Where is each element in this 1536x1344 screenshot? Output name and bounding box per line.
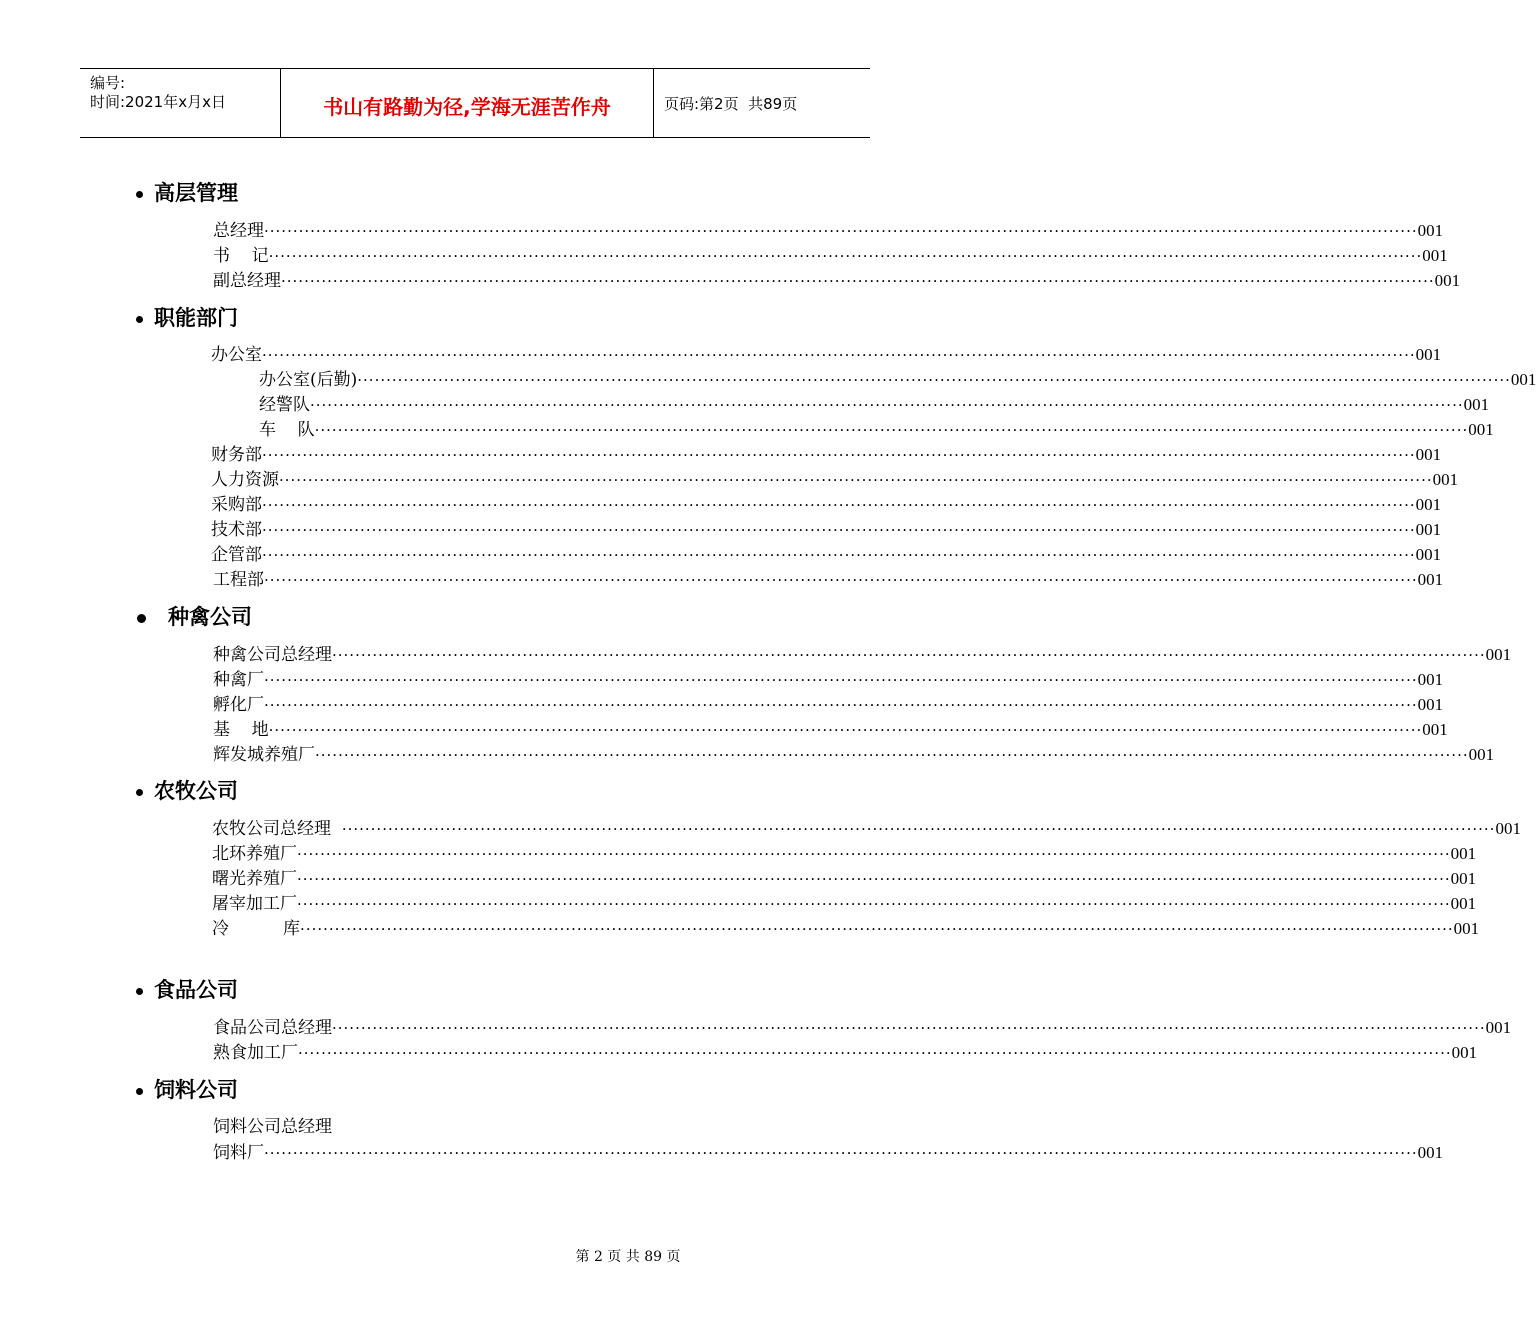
toc-entry <box>211 442 1442 467</box>
date-label: 时间:2021年x月x日 <box>90 93 226 111</box>
section-title: 饲料公司 <box>154 1078 238 1102</box>
leader-dots: ········································································································································································································ <box>341 820 1496 838</box>
toc-entry-page: 001 <box>1495 819 1521 838</box>
toc-entry-label: 财务部 <box>211 445 262 465</box>
toc-entry-label: 书 记 <box>213 246 269 266</box>
header-motto-cell <box>281 69 654 137</box>
leader-dots: ········································································································································································································ <box>264 696 1418 714</box>
toc-entry-label: 办公室(后勤) <box>259 370 358 390</box>
leader-dots: ········································································································································································································ <box>297 870 1451 888</box>
toc-entry-page: 001 <box>1415 495 1442 514</box>
section-title: 食品公司 <box>154 978 238 1002</box>
toc-entry <box>211 467 1459 492</box>
header-meta-cell <box>80 69 281 137</box>
bullet-icon <box>136 988 143 995</box>
leader-dots: ········································································································································································································ <box>262 546 1416 564</box>
toc-entry-page: 001 <box>1434 271 1461 290</box>
toc-entry <box>211 542 1442 567</box>
toc-entry-page: 001 <box>1417 221 1444 240</box>
toc-entry <box>212 916 1480 941</box>
leader-dots: ········································································································································································································ <box>264 222 1418 240</box>
toc-entry <box>212 816 1521 841</box>
toc-entry-page: 001 <box>1450 844 1477 863</box>
leader-dots: ········································································································································································································ <box>264 1144 1418 1162</box>
toc-entry-label: 基 地 <box>213 720 269 740</box>
bullet-icon <box>136 1088 143 1095</box>
toc-entry-label: 企管部 <box>211 545 262 565</box>
leader-dots: ········································································································································································································ <box>310 396 1464 414</box>
toc-entry-label: 人力资源 <box>211 470 279 490</box>
toc-entry-page: 001 <box>1417 670 1444 689</box>
toc-entry-label: 熟食加工厂 <box>213 1043 298 1063</box>
toc-entry-page: 001 <box>1415 345 1442 364</box>
leader-dots: ········································································································································································································ <box>315 746 1469 764</box>
toc-entry <box>212 891 1477 916</box>
toc-entry-page: 001 <box>1485 1018 1512 1037</box>
toc-entry <box>213 692 1444 717</box>
toc-entry <box>213 667 1444 692</box>
toc-entry <box>213 268 1461 293</box>
number-label: 编号: <box>90 74 126 92</box>
toc-entry-page: 001 <box>1432 470 1459 489</box>
toc-entry-label: 冷 库 <box>212 919 301 939</box>
toc-entry-page: 001 <box>1510 370 1536 389</box>
toc-entry <box>213 1115 796 1140</box>
toc-entry-page: 001 <box>1450 894 1477 913</box>
leader-dots: ········································································································································································································ <box>357 371 1511 389</box>
toc-entry-label: 孵化厂 <box>213 695 264 715</box>
section-heading <box>136 305 238 331</box>
toc-entry-page: 001 <box>1422 720 1448 739</box>
toc-entry-label: 技术部 <box>211 520 262 540</box>
toc-entry <box>213 742 1495 767</box>
toc-entry-page: 001 <box>1451 1043 1478 1062</box>
leader-dots: ········································································································································································································ <box>332 646 1486 664</box>
bullet-icon <box>136 191 143 198</box>
section-title: 高层管理 <box>154 181 238 205</box>
toc-entry-page: 001 <box>1468 745 1495 764</box>
toc-entry-label: 副总经理 <box>213 271 281 291</box>
leader-dots: ········································································································································································································ <box>300 920 1454 938</box>
page-label: 页码:第2页 共89页 <box>664 95 798 113</box>
section-title: 农牧公司 <box>154 779 238 803</box>
toc-entry-label: 种禽公司总经理 <box>213 645 332 665</box>
section-heading <box>136 1077 238 1103</box>
section-heading <box>136 977 238 1003</box>
leader-dots: ········································································································································································································ <box>281 272 1435 290</box>
bullet-icon <box>136 316 143 323</box>
leader-dots: ········································································································································································································ <box>279 471 1433 489</box>
toc-entry-page: 001 <box>1468 420 1494 439</box>
toc-entry-label: 辉发城养殖厂 <box>213 745 315 765</box>
toc-entry-label: 采购部 <box>211 495 262 515</box>
leader-dots: ········································································································································································································ <box>298 1044 1452 1062</box>
leader-dots: ········································································································································································································ <box>268 721 1423 739</box>
toc-entry-label: 屠宰加工厂 <box>212 894 297 914</box>
section-title: 种禽公司 <box>168 605 252 629</box>
toc-entry-label: 北环养殖厂 <box>212 844 297 864</box>
toc-entry-page: 001 <box>1415 545 1442 564</box>
page-header <box>80 68 870 138</box>
toc-entry-label: 食品公司总经理 <box>213 1018 332 1038</box>
toc-entry <box>213 1015 1512 1040</box>
toc-entry-page: 001 <box>1453 919 1480 938</box>
section-heading <box>136 778 238 804</box>
toc-entry-label: 农牧公司总经理 <box>212 819 342 839</box>
toc-entry <box>211 492 1442 517</box>
toc-entry-page: 001 <box>1417 695 1444 714</box>
footer-page-number: 第 2 页 共 89 页 <box>575 1249 681 1265</box>
leader-dots: ········································································································································································································ <box>297 895 1451 913</box>
toc-entry-page: 001 <box>1485 645 1512 664</box>
toc-entry-label: 饲料厂 <box>213 1143 264 1163</box>
leader-dots: ········································································································································································································ <box>264 571 1418 589</box>
toc-entry-label: 经警队 <box>259 395 310 415</box>
toc-entry-label: 总经理 <box>213 221 264 241</box>
leader-dots: ········································································································································································································ <box>262 521 1416 539</box>
toc-entry <box>213 218 1444 243</box>
toc-entry-label: 车 队 <box>259 420 315 440</box>
toc-entry <box>212 866 1477 891</box>
toc-entry <box>213 243 1448 268</box>
toc-entry-page: 001 <box>1450 869 1477 888</box>
section-heading <box>136 180 238 206</box>
toc-entry-page: 001 <box>1415 520 1442 539</box>
leader-dots: ········································································································································································································ <box>314 421 1469 439</box>
toc-entry-label: 办公室 <box>211 345 262 365</box>
toc-entry <box>213 567 1444 592</box>
toc-entry-label: 工程部 <box>213 570 264 590</box>
leader-dots: ········································································································································································································ <box>262 346 1416 364</box>
toc-entry <box>213 642 1512 667</box>
leader-dots: ········································································································································································································ <box>268 247 1423 265</box>
bullet-icon <box>137 614 146 623</box>
leader-dots: ········································································································································································································ <box>262 446 1416 464</box>
toc-entry-page: 001 <box>1417 1143 1444 1162</box>
toc-entry-label: 饲料公司总经理 <box>213 1117 332 1137</box>
leader-dots: ········································································································································································································ <box>332 1019 1486 1037</box>
toc-entry <box>259 417 1494 442</box>
toc-entry-label: 曙光养殖厂 <box>212 869 297 889</box>
motto: 书山有路勤为径,学海无涯苦作舟 <box>323 95 611 119</box>
section-title: 职能部门 <box>154 306 238 330</box>
toc-entry-page: 001 <box>1463 395 1490 414</box>
toc-entry <box>259 392 1490 417</box>
toc-entry <box>212 841 1477 866</box>
page-footer <box>0 1246 1256 1266</box>
leader-dots: ········································································································································································································ <box>264 671 1418 689</box>
toc-entry <box>259 367 1536 392</box>
bullet-icon <box>136 789 143 796</box>
toc-entry <box>213 1140 1444 1165</box>
toc-entry <box>213 1040 1478 1065</box>
toc-entry <box>213 717 1448 742</box>
toc-entry-label: 种禽厂 <box>213 670 264 690</box>
section-heading <box>137 604 252 630</box>
toc-entry-page: 001 <box>1417 570 1444 589</box>
toc-entry <box>211 342 1442 367</box>
header-page-cell <box>654 69 870 137</box>
leader-dots: ········································································································································································································ <box>262 496 1416 514</box>
toc-entry <box>211 517 1442 542</box>
toc-entry-page: 001 <box>1415 445 1442 464</box>
leader-dots: ········································································································································································································ <box>297 845 1451 863</box>
toc-entry-page: 001 <box>1422 246 1448 265</box>
